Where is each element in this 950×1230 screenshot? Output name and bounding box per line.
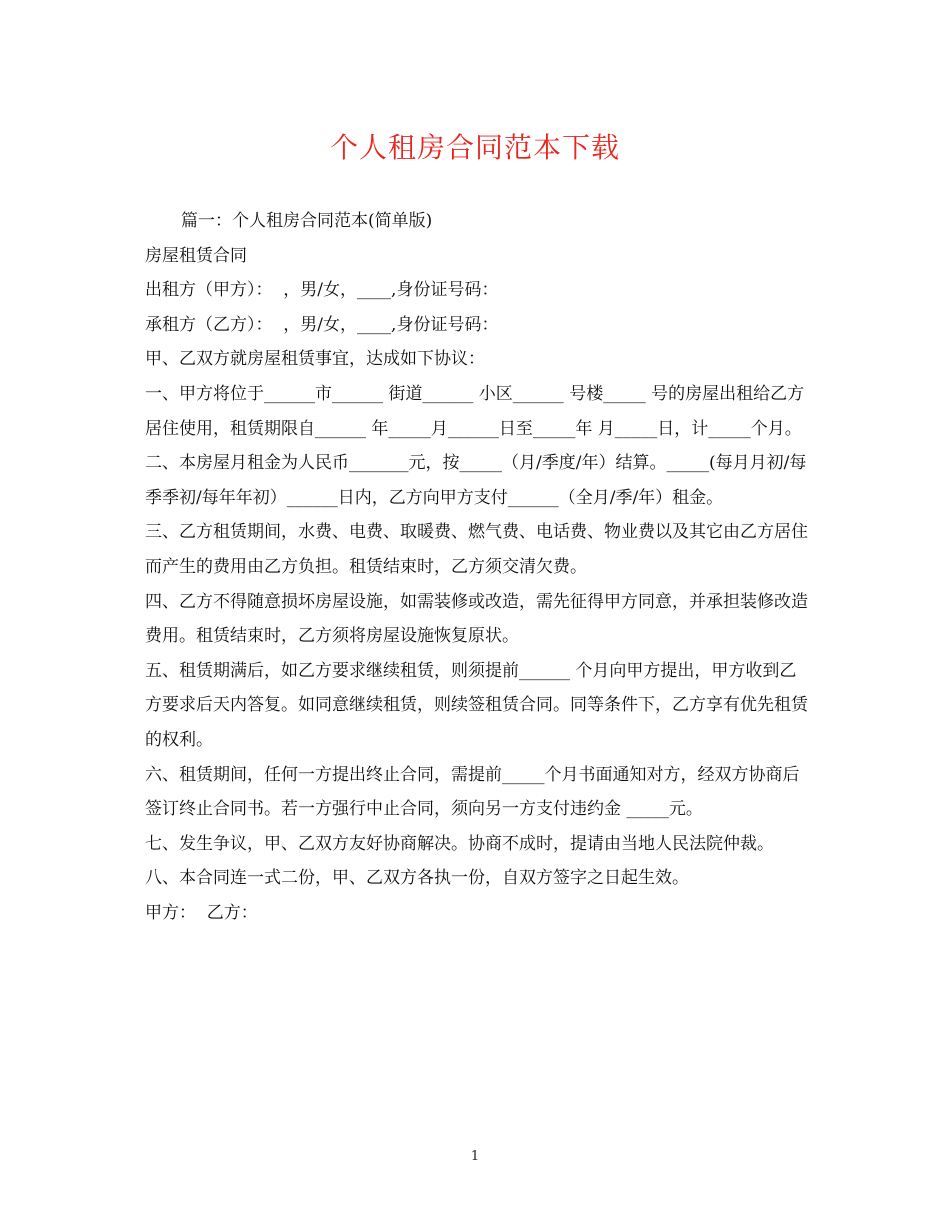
document-title: 个人租房合同范本下载 (329, 131, 620, 164)
clause-8: 八、本合同连一式二份，甲、乙双方各执一份，自双方签字之日起生效。 (145, 868, 689, 889)
clause-5: 五、租赁期满后，如乙方要求继续租赁，则须提前______ 个月向甲方提出，甲方收到乙方要求后天内答复。如同意继续租赁，则续签租赁合同。同等条件下，乙方享有优先租赁的权利。 (145, 660, 808, 750)
page-number: 1 (470, 1149, 480, 1164)
section-heading: 篇一：个人租房合同范本(简单版) (181, 211, 433, 231)
clause-3: 三、乙方租赁期间，水费、电费、取暖费、燃气费、电话费、物业费以及其它由乙方居住而产生的费用由乙方负担。租赁结束时，乙方须交清欠费。 (145, 522, 808, 577)
clause-7: 七、发生争议，甲、乙双方友好协商解决。协商不成时，提请由当地人民法院仲裁。 (145, 833, 774, 854)
clause-4: 四、乙方不得随意损坏房屋设施，如需装修或改造，需先征得甲方同意，并承担装修改造费用。租赁结束时，乙方须将房屋设施恢复原状。 (145, 591, 808, 647)
lessee-line: 承租方（乙方）： ，男/女，____,身份证号码： (145, 314, 499, 335)
clause-2: 二、本房屋月租金为人民币_______元，按_____（月/季度/年）结算。_____(每月月初/每季季初/每年年初）______日内，乙方向甲方支付______（全月/季/年）租金。 (145, 453, 807, 508)
contract-title: 房屋租赁合同 (145, 245, 247, 266)
lessor-line: 出租方（甲方）： ，男/女，____,身份证号码： (145, 280, 499, 301)
clause-6: 六、租赁期间，任何一方提出终止合同，需提前_____个月书面通知对方，经双方协商后签订终止合同书。若一方强行中止合同，须向另一方支付违约金 _____元。 (145, 764, 800, 820)
agreement-intro: 甲、乙双方就房屋租赁事宜，达成如下协议： (145, 349, 485, 370)
signature-line: 甲方： 乙方： (145, 902, 258, 923)
document-body (145, 204, 810, 930)
clause-1: 一、甲方将位于______市______ 街道______ 小区______ 号楼_____ 号的房屋出租给乙方居住使用，租赁期限自______ 年_____月______日至_____年 月_____日，计_____个月。 (145, 383, 805, 439)
